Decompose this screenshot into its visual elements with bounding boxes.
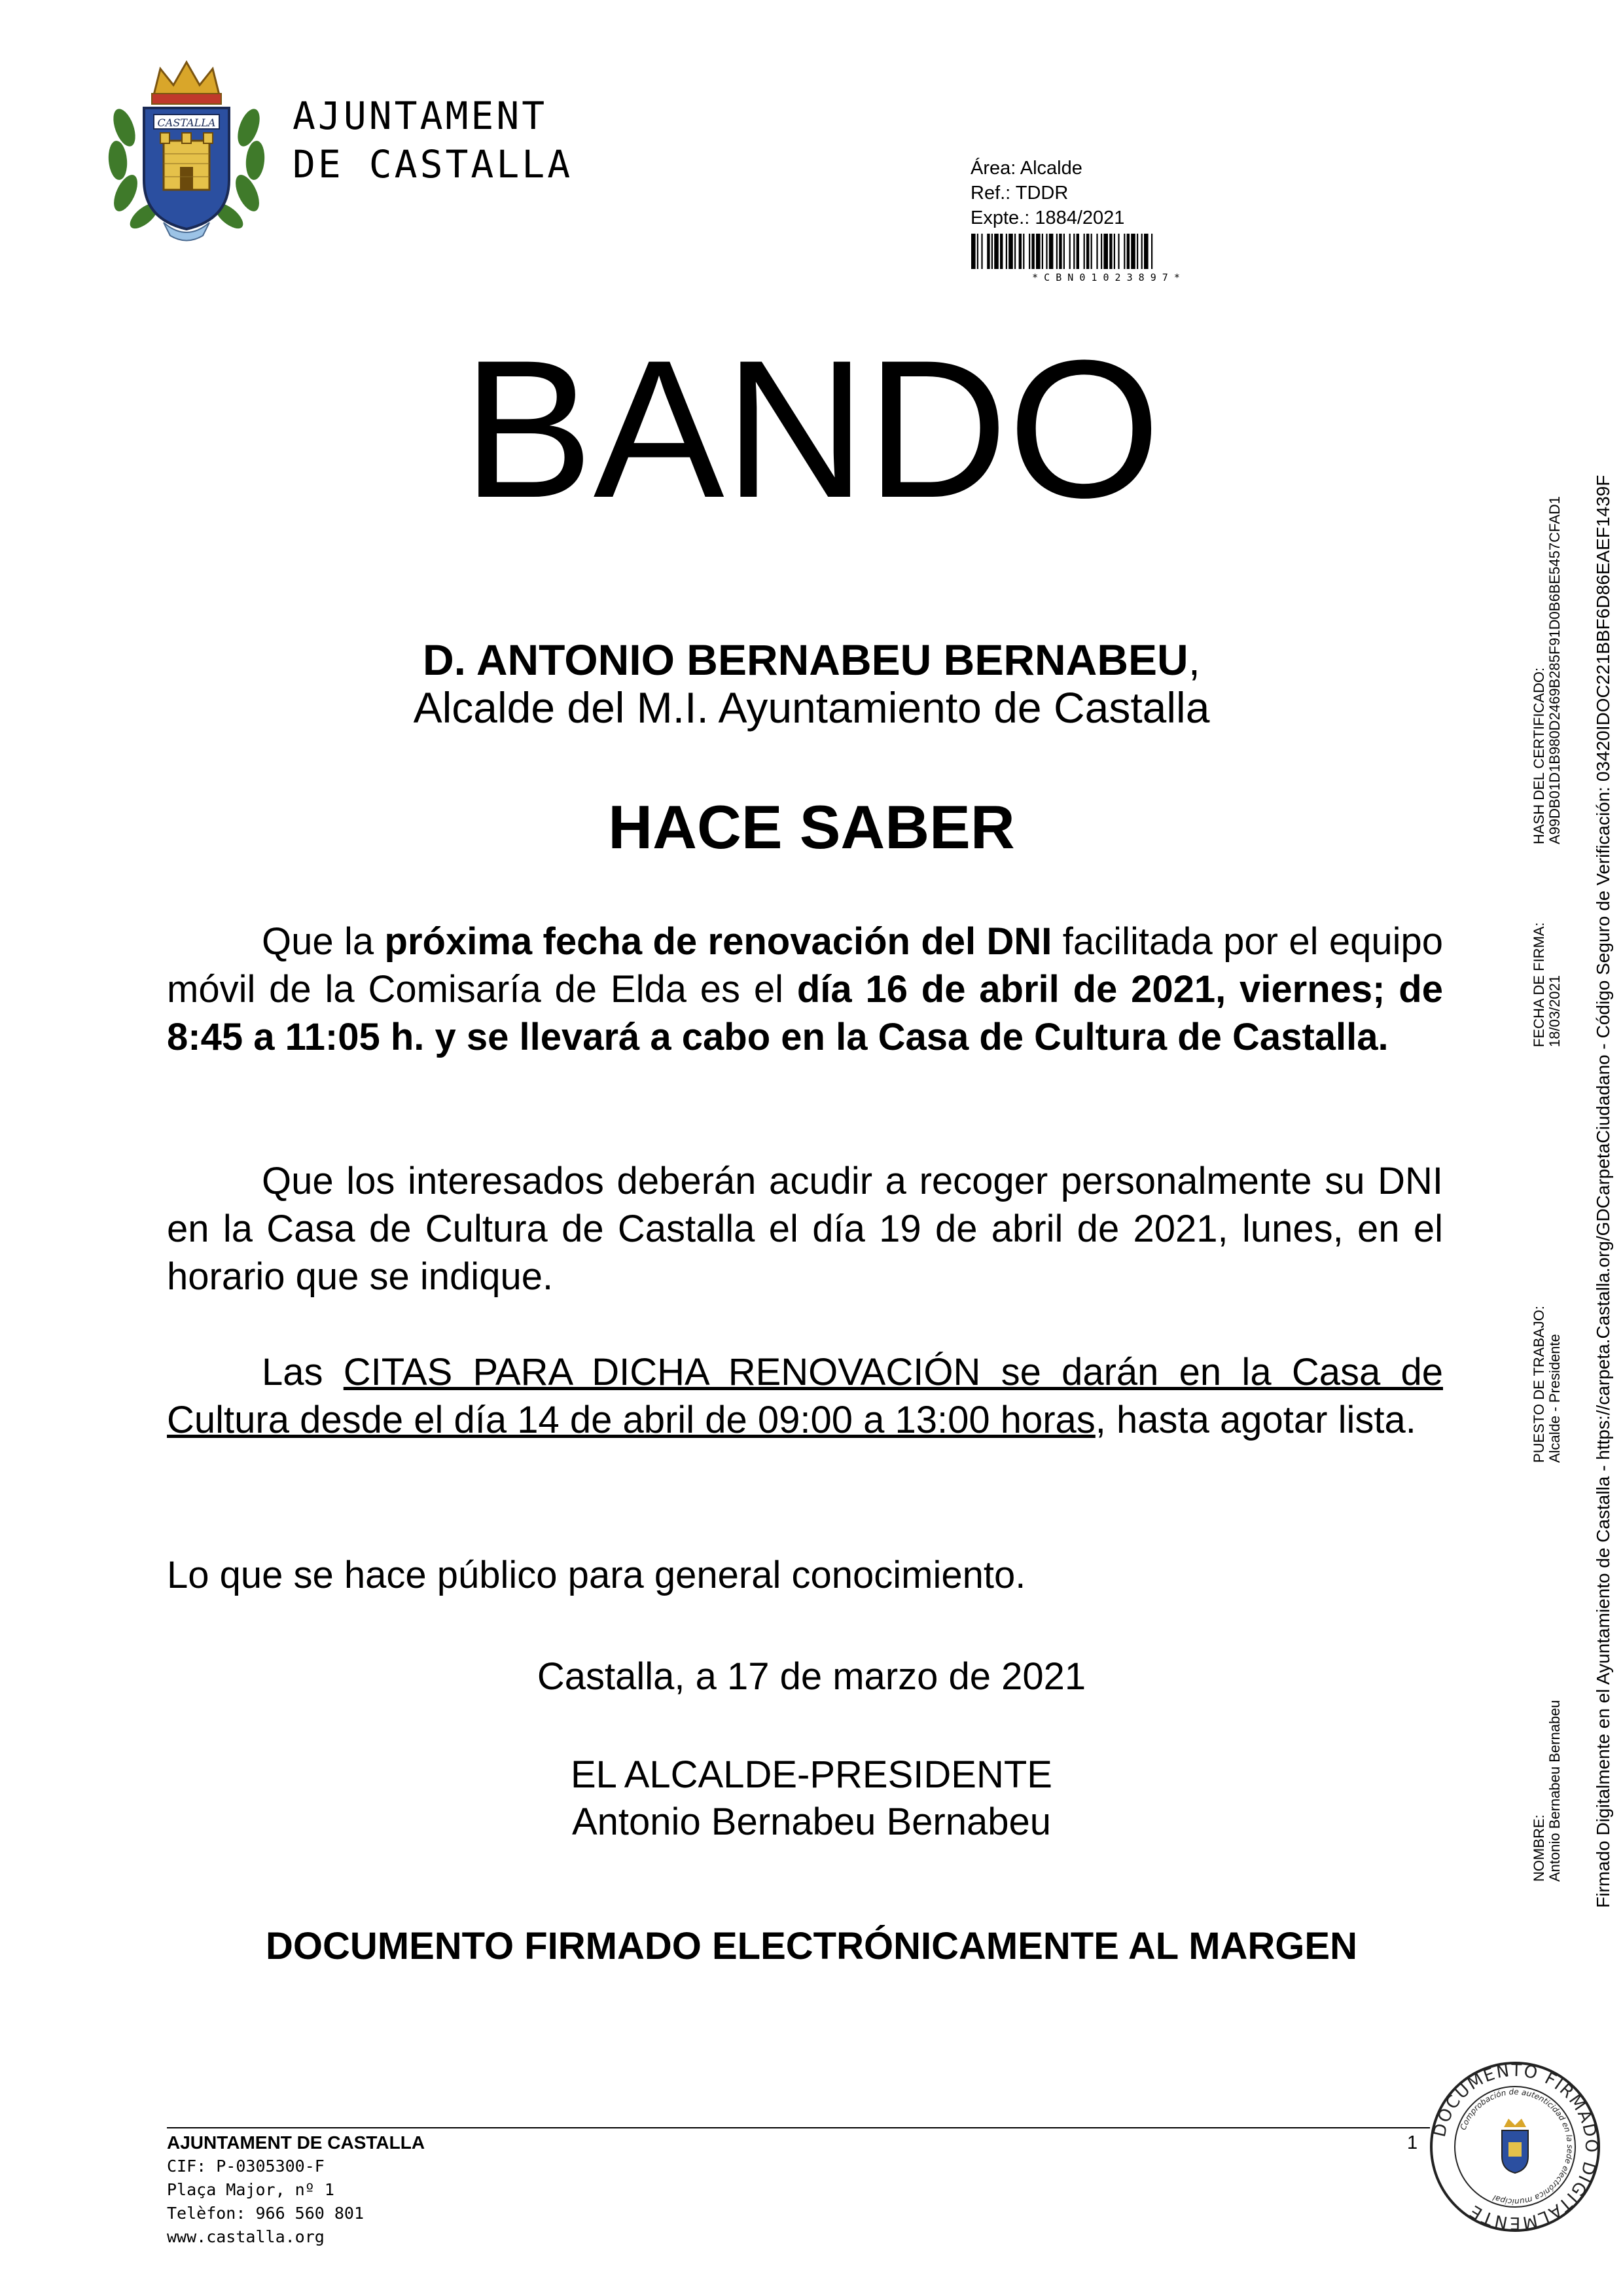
margin-csv-line: Firmado Digitalmente en el Ayuntamiento de Castalla - https://carpeta.Castalla.org/GDCarpetaCiudadano - Código Seguro de Verificación: 03420IDOC221BBF6D86EAEF1439F (1593, 475, 1613, 1908)
margin-nombre (1531, 1700, 1563, 1882)
electronic-signature-note: DOCUMENTO FIRMADO ELECTRÓNICAMENTE AL MARGEN (265, 1925, 1357, 1967)
barcode-bar (1008, 234, 1013, 269)
stamp-outer-text: DOCUMENTO FIRMADO DIGITALMENTE (1429, 2060, 1601, 2233)
org-name-line2: DE CASTALLA (293, 142, 573, 187)
margin-fecha (1531, 922, 1563, 1047)
p3-text-c: , hasta agotar lista. (1095, 1399, 1416, 1441)
p3-underlined-b: CITAS PARA DICHA RENOVACIÓN se darán en la Casa de Cultura desde el día 14 de abril de 09:00 a 13:00 horas (167, 1351, 1443, 1441)
ref-text: Ref.: TDDR (971, 183, 1069, 204)
margin-fecha-value: 18/03/2021 (1546, 975, 1563, 1047)
barcode-bar (1114, 234, 1115, 269)
signatory-name: Antonio Bernabeu Bernabeu (571, 1801, 1052, 1843)
barcode-bar (1124, 234, 1125, 269)
margin-nombre-label: NOMBRE: (1531, 1814, 1547, 1882)
margin-fecha-label: FECHA DE FIRMA: (1531, 922, 1547, 1047)
document-title: BANDO (462, 319, 1161, 539)
barcode-bar (987, 234, 990, 269)
barcode-bar (1118, 234, 1119, 269)
p1-bold-d: día 16 de abril de 2021, viernes; de 8:45 a 11:05 h. y se llevará a cabo en la Casa de Cultura de Castalla. (167, 968, 1443, 1058)
p1-text-a: Que la (262, 920, 385, 963)
barcode-bar (1069, 234, 1071, 269)
margin-puesto-value: Alcalde - Presidente (1546, 1334, 1563, 1463)
margin-puesto (1531, 1306, 1563, 1463)
p1-bold-b: próxima fecha de renovación del DNI (384, 920, 1052, 963)
barcode-bar (1096, 234, 1097, 269)
mayor-title: Alcalde del M.I. Ayuntamiento de Castalla (413, 683, 1210, 732)
barcode-bar (1109, 234, 1112, 269)
barcode-bar (981, 234, 982, 269)
barcode-bar (1006, 234, 1007, 269)
margin-puesto-label: PUESTO DE TRABAJO: (1531, 1305, 1547, 1463)
barcode-bar (1141, 234, 1143, 269)
barcode-bar (1031, 234, 1034, 269)
footer-address: Plaça Major, nº 1 (167, 2180, 334, 2199)
paragraph-pickup: Que los interesados deberán acudir a recoger personalmente su DNI en la Casa de Cultura de Castalla el día 19 de abril de 2021, lunes, en el horario que se indique. (167, 1160, 1443, 1298)
p1-text-c: facilitada por el equipo móvil de la Comisaría de Elda es el (167, 920, 1444, 1011)
mayor-name-comma: , (1188, 636, 1201, 684)
barcode-bar (977, 234, 978, 269)
barcode-bar (1073, 234, 1075, 269)
barcode-bar (1049, 234, 1054, 269)
barcode-bar (1019, 234, 1022, 269)
barcode-bar (971, 234, 976, 269)
barcode-text: * C B N 0 1 0 2 3 8 9 7 * (1032, 272, 1180, 283)
footer-cif: CIF: P-0305300-F (167, 2157, 325, 2176)
barcode-bar (991, 234, 993, 269)
barcode-bar (1059, 234, 1061, 269)
coat-of-arms-logo (98, 49, 275, 245)
barcode-bar (1151, 234, 1152, 269)
barcode-bar (1091, 234, 1092, 269)
reference-block (971, 156, 1124, 230)
margin-nombre-value: Antonio Bernabeu Bernabeu (1546, 1700, 1563, 1882)
margin-hash-value: A99DB01D1B980D2469B285F91D0B6BE5457CFAD1 (1546, 495, 1563, 844)
paragraph-public-notice: Lo que se hace público para general conocimiento. (167, 1554, 1026, 1596)
barcode-bar (1101, 234, 1102, 269)
barcode-bar (1127, 234, 1130, 269)
barcode (969, 232, 1243, 283)
mayor-name-line (0, 635, 1623, 685)
barcode-bar (1056, 234, 1058, 269)
paragraph-appointments (167, 1348, 1443, 1444)
barcode-bar (994, 234, 999, 269)
barcode-bar (1131, 234, 1135, 269)
stamp-inner-text: Comprobación de autenticidad en la sede electrónica municipal (1458, 2087, 1575, 2207)
footer-divider (167, 2127, 1430, 2128)
expte-text: Expte.: 1884/2021 (971, 207, 1125, 228)
barcode-bar (1036, 234, 1041, 269)
place-and-date: Castalla, a 17 de marzo de 2021 (537, 1655, 1086, 1698)
footer-phone: Telèfon: 966 560 801 (167, 2204, 365, 2223)
organization-name (293, 92, 573, 188)
page-number: 1 (1407, 2132, 1418, 2153)
barcode-bar (1144, 234, 1149, 269)
barcode-bar (1137, 234, 1138, 269)
org-name-line1: AJUNTAMENT (293, 94, 548, 138)
barcode-bar (1014, 234, 1016, 269)
mayor-name: D. ANTONIO BERNABEU BERNABEU (422, 636, 1188, 684)
signature-margin (1518, 0, 1623, 2296)
footer-contact (167, 2131, 425, 2249)
footer-web-link[interactable]: www.castalla.org (167, 2227, 325, 2246)
barcode-bar (1023, 234, 1024, 269)
margin-hash-label: HASH DEL CERTIFICADO: (1531, 667, 1547, 844)
barcode-bar (1029, 234, 1030, 269)
barcode-bar (1000, 234, 1003, 269)
barcode-bar (1084, 234, 1085, 269)
barcode-bar (1063, 234, 1065, 269)
barcode-bar (1086, 234, 1089, 269)
barcode-bar (1042, 234, 1043, 269)
area-text: Área: Alcalde (971, 158, 1082, 179)
signatory-role: EL ALCALDE-PRESIDENTE (571, 1753, 1052, 1796)
paragraph-renewal-date (167, 918, 1443, 1061)
logo-castalla-text: CASTALLA (157, 117, 216, 129)
barcode-bar (1077, 234, 1079, 269)
barcode-bar (1046, 234, 1047, 269)
footer-org: AJUNTAMENT DE CASTALLA (167, 2132, 425, 2153)
margin-hash (1531, 496, 1563, 844)
barcode-bar (1103, 234, 1108, 269)
announcement-heading: HACE SABER (608, 793, 1015, 861)
p3-text-a: Las (262, 1351, 344, 1393)
